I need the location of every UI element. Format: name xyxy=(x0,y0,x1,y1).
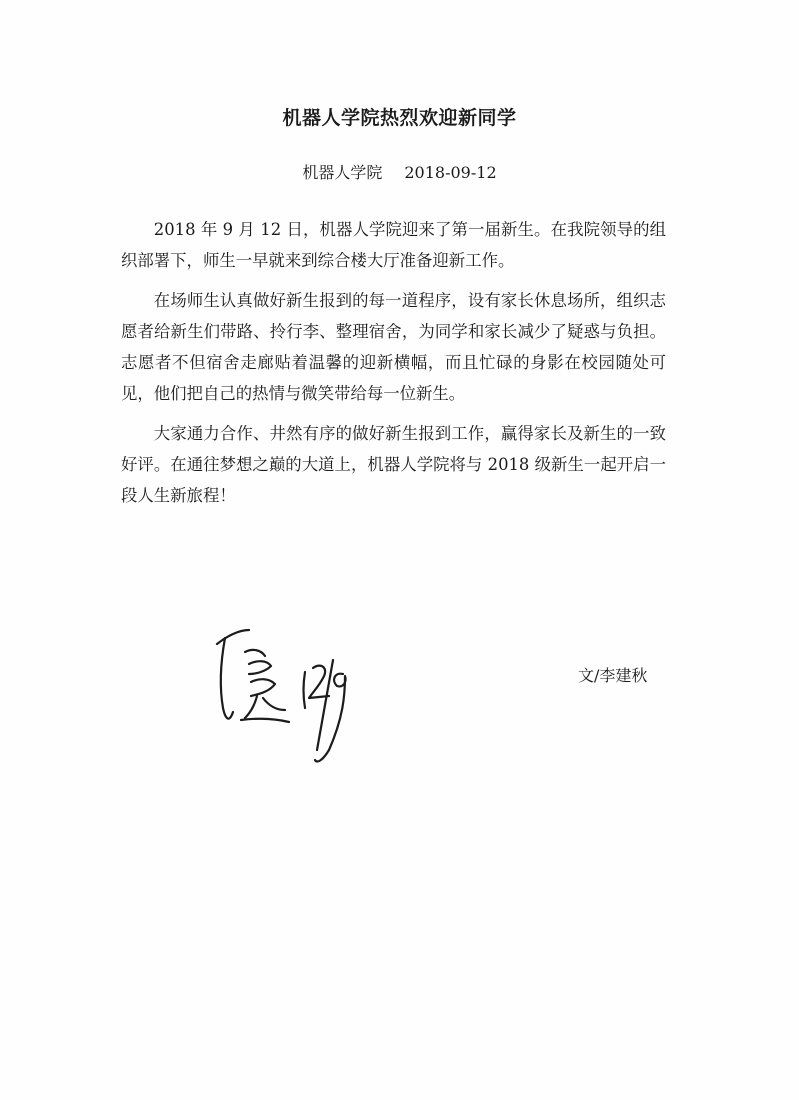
article-body xyxy=(121,214,666,520)
author-credit: 文/李建秋 xyxy=(578,666,648,685)
handwritten-signature xyxy=(205,600,365,770)
paragraph-3: 大家通力合作、井然有序的做好新生报到工作，赢得家长及新生的一致好评。在通往梦想之巅的大道上，机器人学院将与 2018 级新生一起开启一段人生新旅程！ xyxy=(121,424,666,505)
paragraph-1: 2018 年 9 月 12 日，机器人学院迎来了第一届新生。在我院领导的组织部署下，师生一早就来到综合楼大厅准备迎新工作。 xyxy=(121,220,666,270)
byline xyxy=(0,160,799,183)
byline-date: 2018-09-12 xyxy=(404,163,497,182)
paragraph-2: 在场师生认真做好新生报到的每一道程序，设有家长休息场所，组织志愿者给新生们带路、拎行李、整理宿舍，为同学和家长减少了疑惑与负担。志愿者不但宿舍走廊贴着温馨的迎新横幅，而且忙碌的身影在校园随处可见，他们把自己的热情与微笑带给每一位新生。 xyxy=(121,291,666,403)
byline-org: 机器人学院 xyxy=(302,163,383,182)
document-title: 机器人学院热烈欢迎新同学 xyxy=(282,107,517,129)
